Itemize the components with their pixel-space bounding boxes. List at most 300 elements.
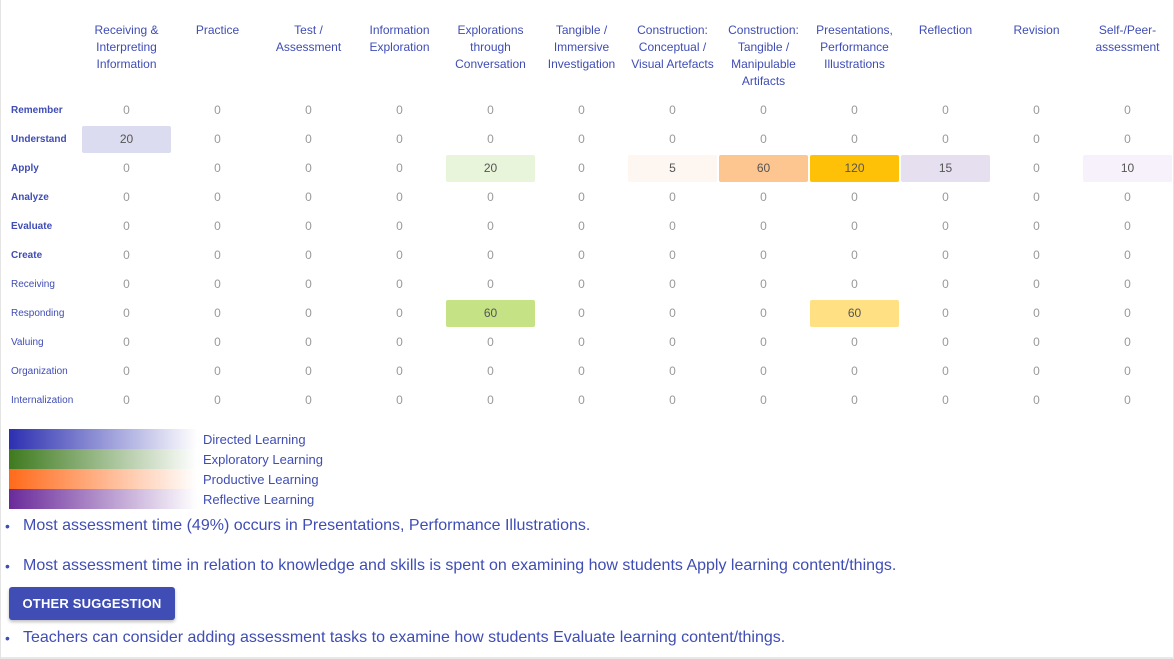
heatmap-table — [9, 20, 1173, 415]
heatmap-cell-value: 0 — [669, 132, 676, 146]
row-header: Internalization — [11, 395, 74, 406]
heatmap-cell — [900, 357, 991, 386]
heatmap-cell — [354, 212, 445, 241]
heatmap-cell — [1082, 96, 1173, 125]
heatmap-cell — [900, 270, 991, 299]
heatmap-cell — [900, 183, 991, 212]
heatmap-cell-value: 0 — [578, 277, 585, 291]
heatmap-cell-value: 0 — [1124, 103, 1131, 117]
heatmap-cell-value: 0 — [123, 277, 130, 291]
heatmap-cell — [81, 212, 172, 241]
heatmap-cell — [627, 125, 718, 154]
heatmap-cell-value: 20 — [446, 155, 535, 182]
heatmap-cell-value: 0 — [1033, 103, 1040, 117]
heatmap-cell-value: 0 — [942, 219, 949, 233]
column-header: Explorations through Conversation — [455, 23, 526, 71]
heatmap-cell — [627, 386, 718, 415]
heatmap-cell-value: 0 — [1033, 190, 1040, 204]
heatmap-cell — [172, 357, 263, 386]
column-header: Test / Assessment — [275, 23, 342, 54]
insight-item — [1, 555, 896, 577]
heatmap-cell-value: 0 — [851, 219, 858, 233]
heatmap-cell-value: 0 — [1033, 161, 1040, 175]
heatmap-cell-value: 0 — [760, 393, 767, 407]
heatmap-row — [9, 386, 1173, 415]
heatmap-cell-value: 0 — [123, 335, 130, 349]
heatmap-cell — [172, 299, 263, 328]
heatmap-cell-value: 0 — [578, 190, 585, 204]
heatmap-cell — [445, 357, 536, 386]
heatmap-cell-value: 0 — [1124, 393, 1131, 407]
heatmap-cell-value: 0 — [487, 393, 494, 407]
heatmap-cell-value: 0 — [214, 219, 221, 233]
heatmap-row — [9, 299, 1173, 328]
heatmap-cell-value: 60 — [719, 155, 808, 182]
heatmap-cell-value: 0 — [669, 219, 676, 233]
heatmap-cell — [1082, 183, 1173, 212]
heatmap-cell-value: 0 — [123, 306, 130, 320]
heatmap-cell-value: 0 — [851, 335, 858, 349]
heatmap-cell-value: 0 — [942, 364, 949, 378]
heatmap-cell-value: 0 — [578, 219, 585, 233]
heatmap-cell-value: 0 — [305, 248, 312, 262]
heatmap-cell — [627, 357, 718, 386]
heatmap-cell — [809, 357, 900, 386]
heatmap-cell — [718, 299, 809, 328]
heatmap-cell-value: 0 — [123, 219, 130, 233]
heatmap-cell — [536, 183, 627, 212]
heatmap-cell — [172, 241, 263, 270]
insight-text: Most assessment time (49%) occurs in Presentations, Performance Illustrations. — [23, 517, 591, 534]
heatmap-cell — [445, 212, 536, 241]
heatmap-cell — [354, 96, 445, 125]
heatmap-cell — [627, 270, 718, 299]
heatmap-cell — [263, 125, 354, 154]
heatmap-cell — [536, 96, 627, 125]
heatmap-cell — [81, 386, 172, 415]
heatmap-cell — [991, 357, 1082, 386]
heatmap-cell — [172, 270, 263, 299]
heatmap-cell-value: 0 — [851, 277, 858, 291]
heatmap-cell — [900, 96, 991, 125]
heatmap-cell-value: 0 — [1033, 364, 1040, 378]
legend-label-exploratory: Exploratory Learning — [203, 451, 323, 467]
heatmap-cell — [809, 154, 900, 183]
heatmap-cell-value: 120 — [810, 155, 899, 182]
heatmap-cell — [445, 299, 536, 328]
row-header: Organization — [11, 366, 68, 377]
heatmap-cell — [445, 125, 536, 154]
legend-swatch-reflective — [9, 489, 197, 509]
heatmap-cell-value: 0 — [123, 364, 130, 378]
heatmap-cell-value: 0 — [1124, 364, 1131, 378]
heatmap-cell — [718, 328, 809, 357]
bullet-dot-icon: • — [5, 558, 10, 574]
heatmap-cell-value: 5 — [628, 155, 717, 182]
heatmap-cell-value: 0 — [487, 364, 494, 378]
heatmap-cell — [991, 270, 1082, 299]
heatmap-cell — [536, 270, 627, 299]
legend-item-directed — [9, 429, 323, 449]
heatmap-cell — [1082, 386, 1173, 415]
heatmap-cell-value: 0 — [214, 335, 221, 349]
heatmap-cell-value: 0 — [760, 219, 767, 233]
heatmap-cell-value: 0 — [396, 335, 403, 349]
heatmap-cell — [354, 125, 445, 154]
heatmap-cell-value: 0 — [578, 161, 585, 175]
heatmap-cell-value: 0 — [214, 277, 221, 291]
heatmap-cell — [627, 96, 718, 125]
heatmap-cell — [1082, 299, 1173, 328]
bullet-dot-icon: • — [5, 518, 10, 534]
heatmap-cell — [445, 241, 536, 270]
legend-swatch-directed — [9, 429, 197, 449]
heatmap-cell — [991, 125, 1082, 154]
heatmap-cell — [991, 183, 1082, 212]
row-header: Understand — [11, 134, 67, 145]
heatmap-cell — [354, 154, 445, 183]
legend-swatch-exploratory — [9, 449, 197, 469]
heatmap-cell — [172, 183, 263, 212]
row-header: Remember — [11, 105, 63, 116]
heatmap-cell — [718, 357, 809, 386]
heatmap-cell-value: 0 — [1033, 219, 1040, 233]
heatmap-cell-value: 0 — [214, 132, 221, 146]
heatmap-cell-value: 0 — [396, 219, 403, 233]
heatmap-cell — [627, 212, 718, 241]
heatmap-cell — [263, 241, 354, 270]
heatmap-cell-value: 10 — [1083, 155, 1172, 182]
heatmap-cell — [263, 386, 354, 415]
heatmap-cell-value: 0 — [578, 393, 585, 407]
heatmap-cell — [809, 183, 900, 212]
heatmap-cell — [627, 299, 718, 328]
heatmap-cell — [354, 328, 445, 357]
heatmap-cell-value: 0 — [1124, 190, 1131, 204]
insight-item — [1, 515, 590, 537]
heatmap-cell — [172, 125, 263, 154]
heatmap-cell — [627, 154, 718, 183]
heatmap-cell — [1082, 270, 1173, 299]
row-header: Responding — [11, 308, 65, 319]
heatmap-cell — [445, 183, 536, 212]
heatmap-cell-value: 0 — [669, 103, 676, 117]
heatmap-cell-value: 0 — [669, 393, 676, 407]
heatmap-cell-value: 0 — [669, 248, 676, 262]
heatmap-cell — [718, 125, 809, 154]
heatmap-cell — [536, 154, 627, 183]
heatmap-cell-value: 0 — [942, 248, 949, 262]
suggestion-item — [1, 627, 785, 649]
heatmap-cell — [263, 212, 354, 241]
heatmap-cell-value: 0 — [760, 364, 767, 378]
heatmap-cell — [900, 125, 991, 154]
heatmap-cell-value: 0 — [1124, 132, 1131, 146]
heatmap-cell-value: 0 — [669, 364, 676, 378]
heatmap-cell-value: 0 — [396, 103, 403, 117]
heatmap-cell-value: 0 — [487, 277, 494, 291]
row-header: Valuing — [11, 337, 44, 348]
heatmap-cell — [81, 154, 172, 183]
heatmap-cell-value: 0 — [851, 248, 858, 262]
heatmap-cell-value: 0 — [123, 103, 130, 117]
heatmap-cell — [536, 212, 627, 241]
heatmap-cell — [172, 154, 263, 183]
heatmap-cell-value: 0 — [669, 306, 676, 320]
heatmap-cell — [354, 386, 445, 415]
heatmap-cell-value: 0 — [942, 190, 949, 204]
heatmap-cell — [627, 328, 718, 357]
heatmap-cell — [809, 125, 900, 154]
heatmap-cell-value: 0 — [760, 132, 767, 146]
heatmap-cell-value: 0 — [1124, 219, 1131, 233]
heatmap-cell-value: 0 — [214, 364, 221, 378]
column-header: Tangible / Immersive Investigation — [547, 23, 616, 71]
heatmap-cell — [718, 183, 809, 212]
heatmap-cell-value: 0 — [760, 190, 767, 204]
heatmap-cell-value: 0 — [396, 306, 403, 320]
heatmap-cell-value: 0 — [760, 277, 767, 291]
heatmap-cell-value: 0 — [123, 161, 130, 175]
suggestion-text: Teachers can consider adding assessment tasks to examine how students Evaluate learning content/things. — [23, 629, 786, 646]
heatmap-cell — [809, 270, 900, 299]
heatmap-cell-value: 0 — [1033, 393, 1040, 407]
heatmap-cell-value: 0 — [487, 248, 494, 262]
heatmap-cell-value: 0 — [305, 335, 312, 349]
heatmap-cell-value: 0 — [396, 248, 403, 262]
heatmap-row — [9, 154, 1173, 183]
heatmap-cell-value: 0 — [487, 219, 494, 233]
heatmap-cell-value: 0 — [578, 364, 585, 378]
heatmap-cell-value: 0 — [123, 248, 130, 262]
heatmap-row — [9, 270, 1173, 299]
heatmap-cell-value: 0 — [1033, 277, 1040, 291]
heatmap-cell — [536, 125, 627, 154]
column-header: Construction: Conceptual / Visual Artefacts — [631, 23, 714, 71]
heatmap-cell — [718, 241, 809, 270]
heatmap-cell-value: 0 — [487, 335, 494, 349]
legend-item-productive — [9, 469, 323, 489]
heatmap-cell — [172, 212, 263, 241]
heatmap-cell — [536, 299, 627, 328]
heatmap-header-row — [9, 20, 1173, 96]
row-header: Evaluate — [11, 221, 53, 232]
heatmap-cell — [445, 328, 536, 357]
heatmap-cell — [991, 328, 1082, 357]
heatmap-cell — [81, 299, 172, 328]
heatmap-cell-value: 0 — [305, 190, 312, 204]
heatmap-cell-value: 0 — [1033, 132, 1040, 146]
heatmap-cell — [81, 328, 172, 357]
heatmap-cell-value: 0 — [669, 335, 676, 349]
heatmap-cell — [991, 386, 1082, 415]
heatmap-cell-value: 0 — [760, 306, 767, 320]
heatmap-cell — [900, 299, 991, 328]
legend-item-exploratory — [9, 449, 323, 469]
heatmap-cell — [354, 183, 445, 212]
heatmap-cell — [263, 270, 354, 299]
column-header: Receiving & Interpreting Information — [94, 23, 159, 71]
heatmap-cell-value: 0 — [851, 190, 858, 204]
heatmap-row — [9, 241, 1173, 270]
heatmap-cell — [536, 328, 627, 357]
heatmap-cell-value: 0 — [942, 132, 949, 146]
column-header: Construction: Tangible / Manipulable Artifacts — [728, 23, 799, 88]
legend-swatch-productive — [9, 469, 197, 489]
heatmap-cell — [718, 154, 809, 183]
heatmap-cell — [1082, 241, 1173, 270]
heatmap-cell — [1082, 328, 1173, 357]
heatmap-cell-value: 0 — [214, 190, 221, 204]
heatmap-cell-value: 0 — [851, 393, 858, 407]
heatmap-cell-value: 0 — [1124, 277, 1131, 291]
heatmap-cell-value: 0 — [760, 103, 767, 117]
heatmap-row — [9, 328, 1173, 357]
heatmap-cell — [172, 96, 263, 125]
heatmap-cell-value: 0 — [851, 103, 858, 117]
heatmap-cell — [172, 386, 263, 415]
column-header: Practice — [195, 23, 240, 37]
heatmap-cell — [81, 270, 172, 299]
heatmap-cell — [354, 299, 445, 328]
heatmap-row — [9, 183, 1173, 212]
heatmap-cell-value: 0 — [396, 364, 403, 378]
heatmap-cell — [536, 241, 627, 270]
heatmap-row — [9, 212, 1173, 241]
heatmap-cell — [263, 299, 354, 328]
row-header: Receiving — [11, 279, 55, 290]
heatmap-cell — [900, 386, 991, 415]
heatmap-cell — [354, 357, 445, 386]
heatmap-corner — [9, 20, 81, 96]
heatmap-row — [9, 96, 1173, 125]
heatmap-cell-value: 0 — [214, 103, 221, 117]
heatmap-row — [9, 357, 1173, 386]
column-header: Revision — [1013, 23, 1060, 37]
heatmap-cell — [718, 270, 809, 299]
heatmap-cell-value: 0 — [760, 248, 767, 262]
heatmap-cell — [809, 328, 900, 357]
heatmap-cell — [445, 386, 536, 415]
heatmap-cell-value: 0 — [487, 132, 494, 146]
heatmap-cell-value: 0 — [396, 132, 403, 146]
column-header: Reflection — [918, 23, 973, 37]
heatmap-cell — [81, 241, 172, 270]
heatmap-cell — [718, 386, 809, 415]
heatmap-cell — [718, 212, 809, 241]
heatmap-cell-value: 60 — [810, 300, 899, 327]
legend-label-reflective: Reflective Learning — [203, 491, 315, 507]
insight-text: Most assessment time in relation to knowledge and skills is spent on examining how students Apply learning content/things. — [23, 557, 897, 574]
heatmap-body — [9, 96, 1173, 415]
row-header: Create — [11, 250, 43, 261]
heatmap-cell — [263, 357, 354, 386]
heatmap-cell-value: 0 — [123, 393, 130, 407]
heatmap-cell-value: 0 — [578, 132, 585, 146]
heatmap-cell-value: 0 — [942, 335, 949, 349]
heatmap-cell — [81, 96, 172, 125]
legend — [9, 429, 323, 509]
heatmap-cell — [991, 154, 1082, 183]
heatmap-cell — [900, 241, 991, 270]
heatmap-cell-value: 0 — [487, 103, 494, 117]
heatmap-cell — [536, 386, 627, 415]
heatmap-cell-value: 0 — [669, 277, 676, 291]
heatmap-cell-value: 0 — [396, 277, 403, 291]
heatmap-cell-value: 0 — [214, 248, 221, 262]
heatmap-cell — [263, 154, 354, 183]
legend-item-reflective — [9, 489, 323, 509]
other-suggestion-button[interactable]: OTHER SUGGESTION — [9, 587, 175, 620]
heatmap-cell — [991, 96, 1082, 125]
heatmap-cell-value: 0 — [305, 103, 312, 117]
heatmap-cell — [991, 212, 1082, 241]
heatmap-cell — [81, 125, 172, 154]
heatmap-cell-value: 0 — [396, 161, 403, 175]
heatmap-cell — [809, 299, 900, 328]
heatmap-cell — [263, 328, 354, 357]
heatmap-cell-value: 0 — [760, 335, 767, 349]
heatmap-cell-value: 0 — [578, 306, 585, 320]
heatmap-cell — [809, 386, 900, 415]
heatmap-cell — [81, 183, 172, 212]
heatmap-cell-value: 0 — [942, 393, 949, 407]
heatmap-cell-value: 0 — [578, 248, 585, 262]
heatmap-cell — [81, 357, 172, 386]
heatmap-cell-value: 0 — [305, 161, 312, 175]
row-header: Analyze — [11, 192, 49, 203]
heatmap-cell-value: 0 — [578, 103, 585, 117]
heatmap-cell-value: 0 — [396, 190, 403, 204]
heatmap-cell-value: 0 — [1033, 335, 1040, 349]
column-header: Self-/Peer-assessment — [1095, 23, 1160, 54]
heatmap-cell-value: 0 — [305, 219, 312, 233]
heatmap-cell — [1082, 357, 1173, 386]
heatmap-cell-value: 0 — [942, 277, 949, 291]
legend-label-productive: Productive Learning — [203, 471, 319, 487]
heatmap-cell-value: 0 — [578, 335, 585, 349]
bullet-dot-icon: • — [5, 630, 10, 646]
heatmap-cell — [991, 299, 1082, 328]
heatmap-cell — [445, 154, 536, 183]
heatmap-cell-value: 0 — [305, 277, 312, 291]
heatmap-cell — [1082, 125, 1173, 154]
heatmap-cell — [809, 241, 900, 270]
column-header: Presentations, Performance Illustrations — [816, 23, 893, 71]
heatmap-cell — [445, 270, 536, 299]
heatmap-cell-value: 0 — [1033, 306, 1040, 320]
heatmap-cell — [263, 96, 354, 125]
heatmap-cell — [900, 328, 991, 357]
heatmap-cell — [1082, 212, 1173, 241]
heatmap-cell — [900, 154, 991, 183]
heatmap-row — [9, 125, 1173, 154]
heatmap-cell — [172, 328, 263, 357]
heatmap-cell — [809, 212, 900, 241]
heatmap-cell — [536, 357, 627, 386]
heatmap-cell-value: 0 — [1124, 335, 1131, 349]
heatmap-cell — [627, 183, 718, 212]
heatmap-cell-value: 0 — [942, 103, 949, 117]
heatmap-cell-value: 0 — [396, 393, 403, 407]
column-header: Information Exploration — [369, 23, 430, 54]
heatmap-cell-value: 0 — [214, 306, 221, 320]
heatmap-cell-value: 0 — [214, 393, 221, 407]
heatmap-cell-value: 0 — [305, 364, 312, 378]
heatmap-cell — [354, 241, 445, 270]
heatmap-cell-value: 20 — [82, 126, 171, 153]
row-header: Apply — [11, 163, 39, 174]
